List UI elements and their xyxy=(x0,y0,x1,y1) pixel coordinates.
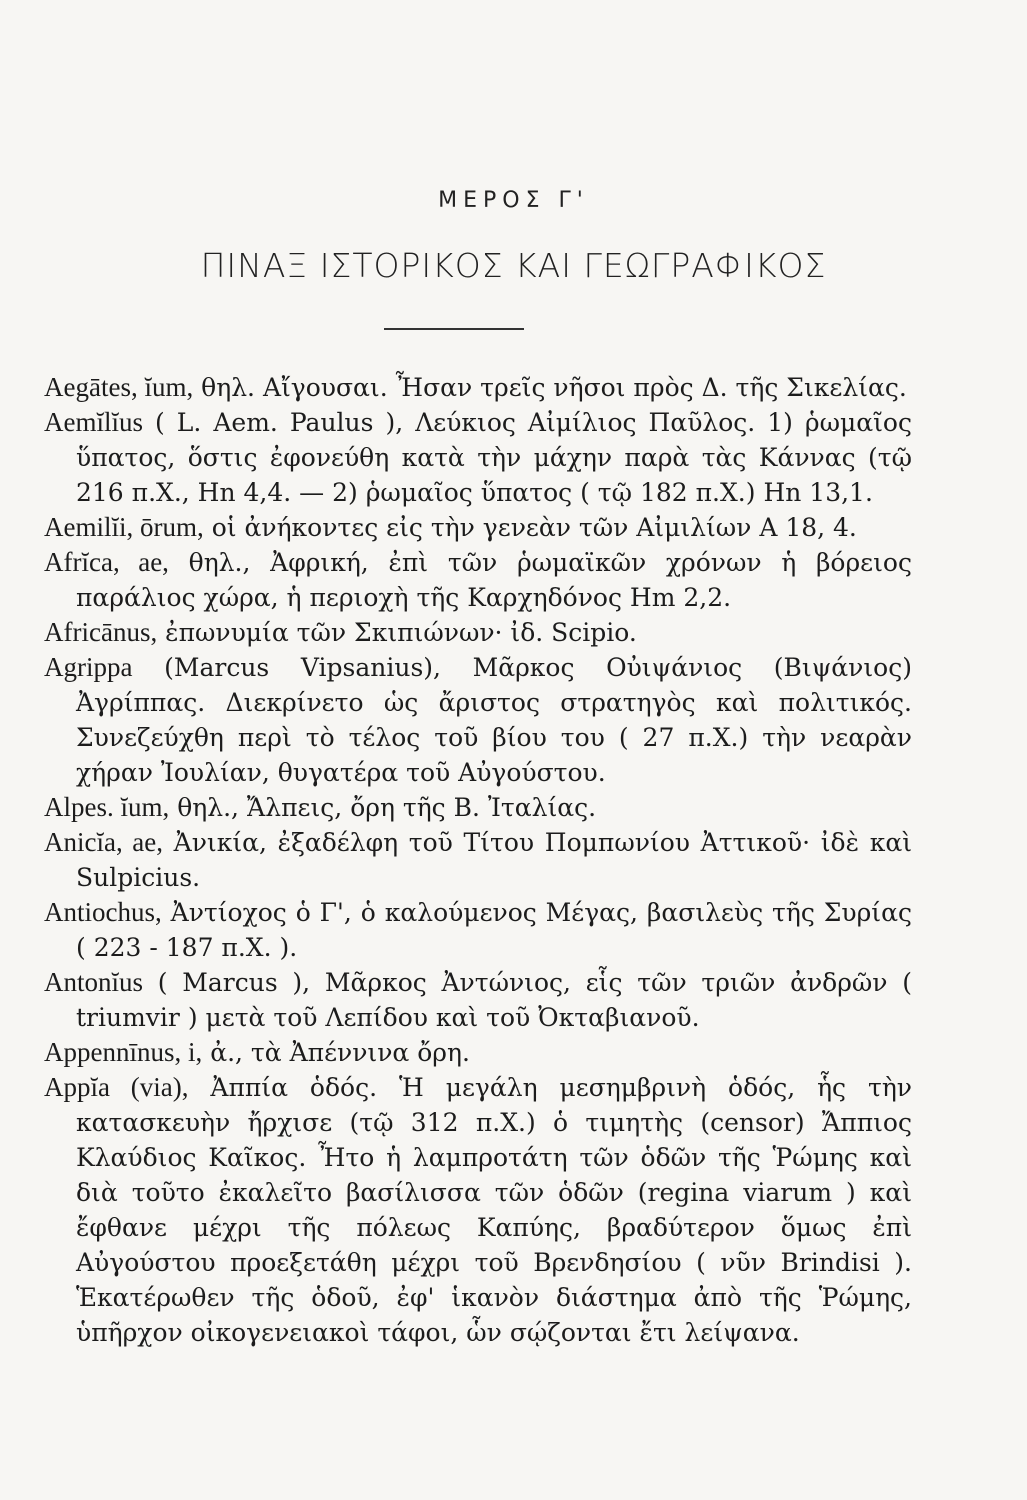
part-heading: ΜΕΡΟΣ Γ' xyxy=(438,188,589,213)
list-item xyxy=(44,545,912,615)
entry-text: ( Marcus ), Μᾶρκος Ἀντώνιος, εἷς τῶν τριῶν ἀνδρῶν ( triumvir ) μετὰ τοῦ Λεπίδου καὶ τοῦ Ὀκταβιανοῦ. xyxy=(76,968,912,1032)
title-divider xyxy=(384,328,524,330)
entry-term: Aemilĭi, ōrum, xyxy=(44,512,204,542)
entry-term: Anicĭa, ae, xyxy=(44,827,163,857)
list-item xyxy=(44,510,912,545)
entry-text: θηλ., Ἄλπεις, ὄρη τῆς Β. Ἰταλίας. xyxy=(177,793,597,822)
entry-text: οἱ ἀνήκοντες εἰς τὴν γενεὰν τῶν Αἰμιλίων A 18, 4. xyxy=(211,513,857,542)
list-item xyxy=(44,370,912,405)
entry-term: Appĭa (via), xyxy=(44,1072,189,1102)
entry-text: ἐπωνυμία τῶν Σκιπιώνων· ἰδ. Scipio. xyxy=(165,618,637,647)
list-item xyxy=(44,790,912,825)
list-item xyxy=(44,825,912,895)
entry-text: (Marcus Vipsanius), Μᾶρκος Οὐιψάνιος (Βιψάνιος) Ἀγρίππας. Διεκρίνετο ὡς ἄριστος στρατηγὸς καὶ πολιτικός. Συνεζεύχθη περὶ τὸ τέλος τοῦ βίου του ( 27 π.Χ.) τὴν νεαρὰν χήραν Ἰουλίαν, θυγατέρα τοῦ Αὐγούστου. xyxy=(76,653,912,787)
entry-text: Ἀππία ὁδός. Ἡ μεγάλη μεσημβρινὴ ὁδός, ἧς τὴν κατασκευὴν ἤρχισε (τῷ 312 π.Χ.) ὁ τιμητὴς (censor) Ἄππιος Κλαύδιος Καῖκος. Ἦτο ἡ λαμπροτάτη τῶν ὁδῶν τῆς Ῥώμης καὶ διὰ τοῦτο ἐκαλεῖτο βασίλισσα τῶν ὁδῶν (regina viarum ) καὶ ἔφθανε μέχρι τῆς πόλεως Καπύης, βραδύτερον ὅμως ἐπὶ Αὐγούστου προεξετάθη μέχρι τοῦ Βρενδησίου ( νῦν Brindisi ). Ἑκατέρωθεν τῆς ὁδοῦ, ἐφ' ἱκανὸν διάστημα ἀπὸ τῆς Ῥώμης, ὑπῆρχον οἰκογενειακοὶ τάφοι, ὧν σῴζονται ἔτι λείψανα. xyxy=(76,1073,913,1347)
entry-term: Aegātes, ĭum, xyxy=(44,372,194,402)
entry-term: Appennīnus, i, xyxy=(44,1037,203,1067)
entry-text: Ἀντίοχος ὁ Γ', ὁ καλούμενος Μέγας, βασιλεὺς τῆς Συρίας ( 223 - 187 π.Χ. ). xyxy=(76,898,912,962)
list-item xyxy=(44,965,912,1035)
list-item xyxy=(44,615,912,650)
entry-text: ἀ., τὰ Ἀπέννινα ὄρη. xyxy=(210,1038,470,1067)
entry-term: Antiochus, xyxy=(44,897,162,927)
list-item xyxy=(44,1070,912,1350)
entry-text: θηλ. Αἴγουσαι. Ἦσαν τρεῖς νῆσοι πρὸς Δ. τῆς Σικελίας. xyxy=(201,373,907,402)
entry-text: ( L. Aem. Paulus ), Λεύκιος Αἰμίλιος Παῦλος. 1) ῥωμαῖος ὕπατος, ὅστις ἐφονεύθη κατὰ τὴν μάχην παρὰ τὰς Κάννας (τῷ 216 π.Χ., Hn 4,4. — 2) ῥωμαῖος ὕπατος ( τῷ 182 π.Χ.) Hn 13,1. xyxy=(76,408,912,507)
entry-term: Africānus, xyxy=(44,617,158,647)
entry-term: Aemĭlĭus xyxy=(44,407,143,437)
entry-list xyxy=(44,370,912,1350)
list-item xyxy=(44,405,912,510)
entry-term: Antonĭus xyxy=(44,967,144,997)
list-item xyxy=(44,1035,912,1070)
list-item xyxy=(44,895,912,965)
section-title: ΠΙΝΑΞ ΙΣΤΟΡΙΚΟΣ ΚΑΙ ΓΕΩΓΡΑΦΙΚΟΣ xyxy=(200,246,827,285)
entry-text: θηλ., Ἀφρική, ἐπὶ τῶν ῥωμαϊκῶν χρόνων ἡ βόρειος παράλιος χώρα, ἡ περιοχὴ τῆς Καρχηδόνος Hm 2,2. xyxy=(76,548,912,612)
list-item xyxy=(44,650,912,790)
entry-term: Alpes. ĭum, xyxy=(44,792,170,822)
entry-text: Ἀνικία, ἐξαδέλφη τοῦ Τίτου Πομπωνίου Ἀττικοῦ· ἰδὲ καὶ Sulpicius. xyxy=(76,828,912,892)
entry-term: Afrĭca, ae, xyxy=(44,547,169,577)
entry-term: Agrippa xyxy=(44,652,133,682)
